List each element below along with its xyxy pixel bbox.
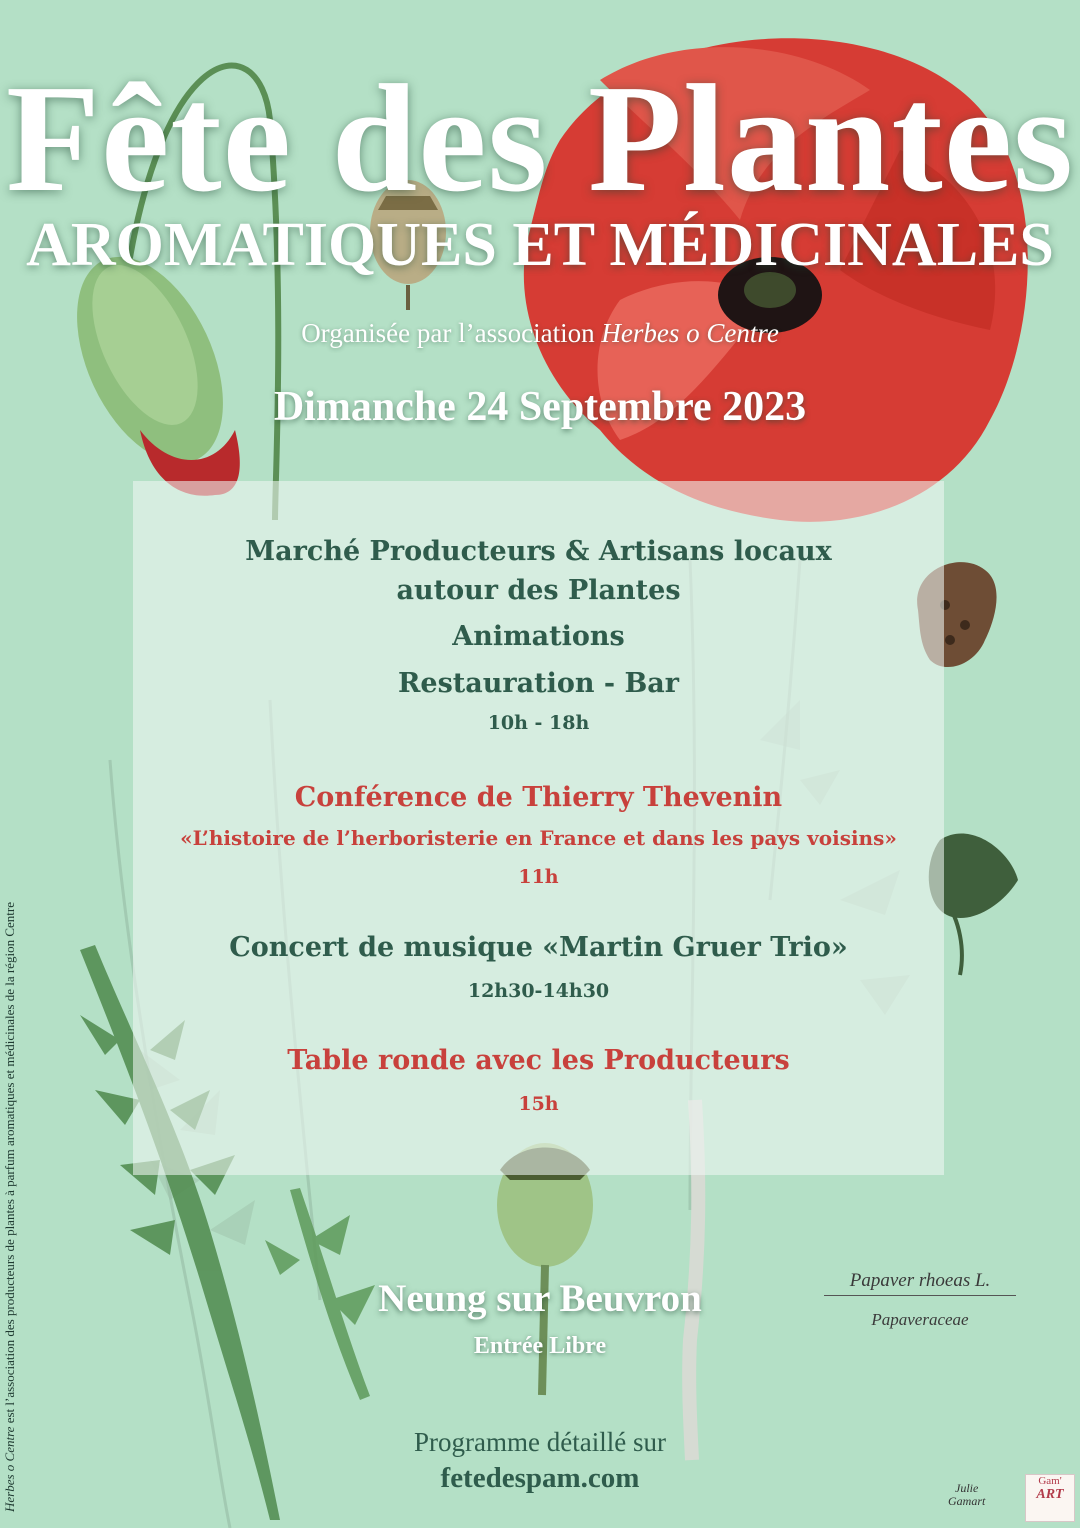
family-name: Papaveraceae	[871, 1310, 969, 1329]
conference-title: Conférence de Thierry Thevenin	[294, 782, 783, 813]
concert-title: Concert de musique «Martin Gruer Trio»	[229, 932, 848, 963]
artist-last-name: Gamart	[948, 1494, 986, 1509]
organiser-line	[0, 318, 1080, 349]
logo-bottom: ART	[1036, 1487, 1064, 1502]
program-link-text: Programme détaillé sur	[414, 1427, 666, 1457]
market-line-1: Marché Producteurs & Artisans locaux	[245, 536, 832, 567]
conference-time: 11h	[518, 866, 559, 888]
event-date: Dimanche 24 Septembre 2023	[273, 384, 807, 430]
association-name: Herbes o Centre	[2, 1426, 17, 1512]
entry-info: Entrée Libre	[473, 1333, 607, 1359]
poster-subtitle: AROMATIQUES ET MÉDICINALES	[26, 211, 1054, 279]
logo-top: Gam'	[1038, 1475, 1062, 1487]
event-location: Neung sur Beuvron	[378, 1277, 702, 1320]
association-description: est l’association des producteurs de plantes à parfum aromatiques et médicinales de la région Centre	[2, 902, 17, 1427]
market-line-2: autour des Plantes	[396, 575, 681, 606]
organiser-prefix: Organisée par l’association	[301, 318, 595, 348]
food-label: Restauration - Bar	[397, 668, 680, 699]
roundtable-title: Table ronde avec les Producteurs	[287, 1045, 790, 1076]
divider	[824, 1295, 1016, 1296]
botanical-label	[790, 1270, 1050, 1330]
association-note	[2, 712, 18, 1512]
website-link[interactable]: fetedespam.com	[440, 1462, 640, 1494]
artist-logo	[1025, 1474, 1075, 1522]
species-name: Papaver rhoeas L.	[849, 1270, 991, 1291]
concert-time: 12h30-14h30	[467, 980, 610, 1002]
roundtable-time: 15h	[518, 1093, 559, 1115]
artist-first-name: Julie	[955, 1481, 979, 1495]
opening-hours: 10h - 18h	[487, 712, 590, 734]
organiser-name: Herbes o Centre	[601, 318, 779, 348]
artist-signature	[948, 1482, 985, 1508]
poster-title: Fête des Plantes	[5, 54, 1075, 224]
conference-topic: «L’histoire de l’herboristerie en France et dans les pays voisins»	[180, 826, 897, 850]
animations-label: Animations	[452, 621, 625, 652]
